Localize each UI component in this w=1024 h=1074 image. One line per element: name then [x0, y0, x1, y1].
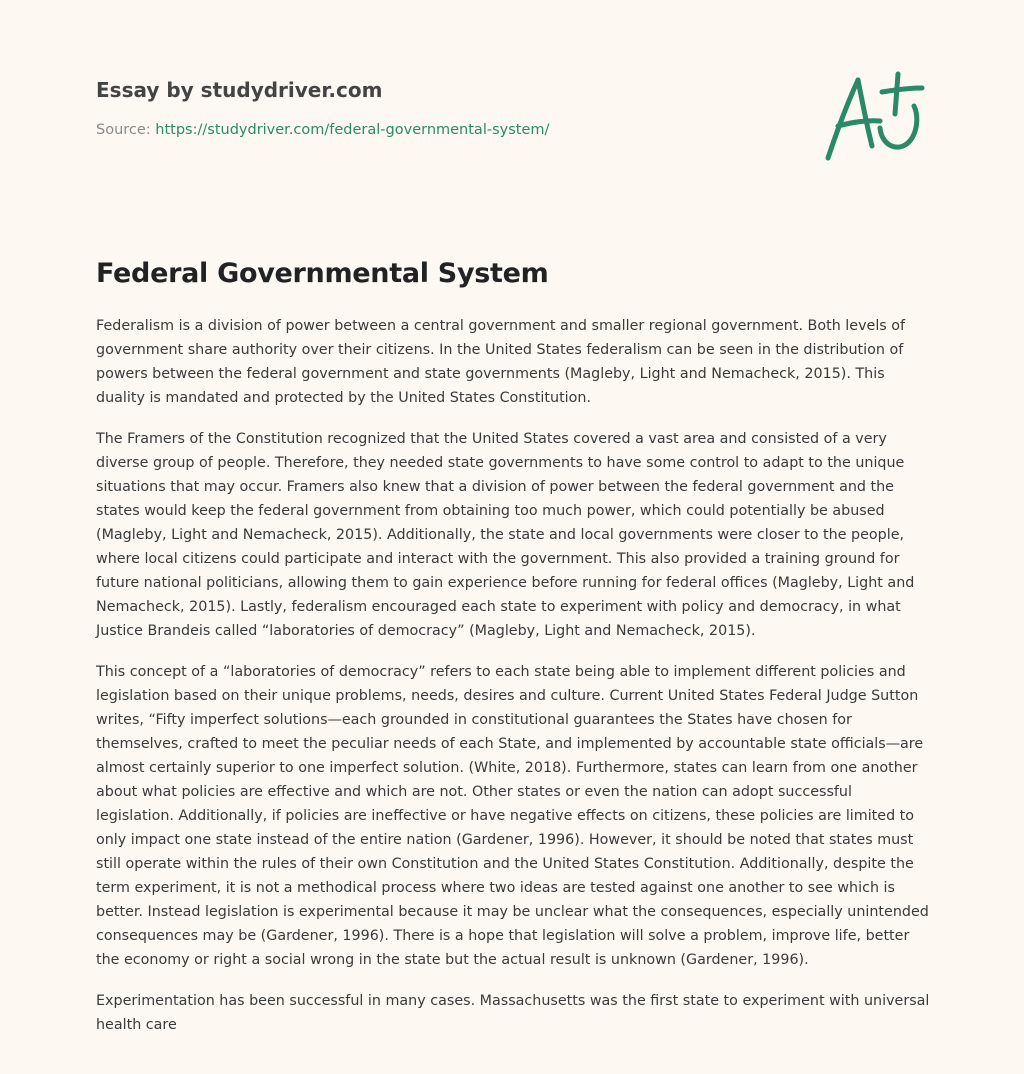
source-line: [96, 120, 796, 140]
essay-paragraph: Experimentation has been successful in many cases. Massachusetts was the first state to experiment with universal health care: [96, 993, 930, 1033]
essay-body: [96, 314, 934, 1054]
source-link[interactable]: https://studydriver.com/federal-governmental-system/: [155, 122, 550, 138]
a-plus-logo-icon: [818, 66, 930, 166]
source-label: Source:: [96, 122, 151, 138]
essay-paragraph: Federalism is a division of power between a central government and smaller regional government. Both levels of government share authority over their citizens. In the United States federalism can be seen in the distribution of powers between the federal government and state governments (Magleby, Light and Nemacheck, 2015). This duality is mandated and protected by the United States Constitution.: [96, 318, 906, 406]
essay-paragraph: This concept of a “laboratories of democracy” refers to each state being able to implement different policies and legislation based on their unique problems, needs, desires and culture. Current United States Federal Judge Sutton writes, “Fifty imperfect solutions—each grounded in constitutional guarantees the States have chosen for themselves, crafted to meet the peculiar needs of each State, and implemented by accountable state officials—are almost certainly superior to one imperfect solution. (White, 2018). Furthermore, states can learn from one another about what policies are effective and which are not. Other states or even the nation can adopt successful legislation. Additionally, if policies are ineffective or have negative effects on citizens, these policies are limited to only impact one state instead of the entire nation (Gardener, 1996). However, it should be noted that states must still operate within the rules of their own Constitution and the United States Constitution. Additionally, despite the term experiment, it is not a methodical process where two ideas are tested against one another to see which is better. Instead legislation is experimental because it may be unclear what the consequences, especially unintended consequences may be (Gardener, 1996). There is a hope that legislation will solve a problem, improve life, better the economy or right a social wrong in the state but the actual result is unknown (Gardener, 1996).: [96, 664, 929, 968]
essay-paragraph: The Framers of the Constitution recognized that the United States covered a vast area and consisted of a very diverse group of people. Therefore, they needed state governments to have some control to adapt to the unique situations that may occur. Framers also knew that a division of power between the federal government and the states would keep the federal government from obtaining too much power, which could potentially be abused (Magleby, Light and Nemacheck, 2015). Additionally, the state and local governments were closer to the people, where local citizens could participate and interact with the government. This also provided a training ground for future national politicians, allowing them to gain experience before running for federal offices (Magleby, Light and Nemacheck, 2015). Lastly, federalism encouraged each state to experiment with policy and democracy, in what Justice Brandeis called “laboratories of democracy” (Magleby, Light and Nemacheck, 2015).: [96, 431, 915, 639]
essay-header: [96, 76, 796, 140]
site-title: Essay by studydriver.com: [96, 78, 383, 102]
essay-title: Federal Governmental System: [96, 258, 549, 289]
